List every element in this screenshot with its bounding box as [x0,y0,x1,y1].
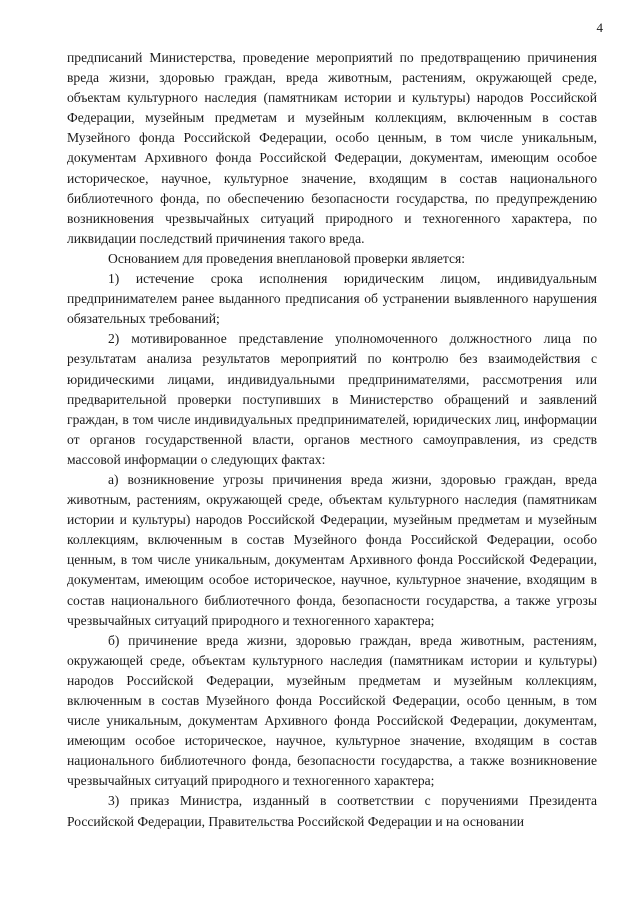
paragraph-item-2b: б) причинение вреда жизни, здоровью граждан, вреда животным, растениям, окружающей среде, объектам культурного наследия (памятникам истории и культуры) народов Российской Федерации, музейным предметам и музейным коллекциям, включенным в состав Музейного фонда Российской Федерации, особо ценным, в том числе уникальным, документам Архивного фонда Российской Федерации, документам, имеющим особое историческое, научное, культурное значение, входящим в состав национального библиотечного фонда, безопасности государства, а также возникновение чрезвычайных ситуаций природного и техногенного характера; [67,632,597,789]
document-body [67,48,597,832]
paragraph-item-2a: а) возникновение угрозы причинения вреда жизни, здоровью граждан, вреда животным, растениям, окружающей среде, объектам культурного наследия (памятникам истории и культуры) народов Российской Федерации, музейным предметам и музейным коллекциям, включенным в состав Музейного фонда Российской Федерации, особо ценным, в том числе уникальным, документам Архивного фонда Российской Федерации, документам, имеющим особое историческое, научное, культурное значение, входящим в состав национального библиотечного фонда, безопасности государства, а также угрозы чрезвычайных ситуаций природного и техногенного характера; [67,471,597,628]
page-number: 4 [596,20,603,35]
paragraph-item-1: 1) истечение срока исполнения юридическим лицом, индивидуальным предпринимателем ранее выданного предписания об устранении выявленного нарушения обязательных требований; [67,271,597,327]
paragraph-grounds-heading: Основанием для проведения внеплановой проверки является: [108,250,466,266]
paragraph-item-2: 2) мотивированное представление уполномоченного должностного лица по результатам анализа результатов мероприятий по контролю без взаимодействия с юридическими лицами, индивидуальными предпринимателями, рассмотрения или предварительной проверки поступивших в Министерство обращений и заявлений граждан, в том числе индивидуальных предпринимателей, юридических лиц, информации от органов государственной власти, органов местного самоуправления, из средств массовой информации о следующих фактах: [67,331,597,467]
paragraph-item-3: 3) приказ Министра, изданный в соответствии с поручениями Президента Российской Федерации, Правительства Российской Федерации и на основании [67,793,597,829]
paragraph-continuation: предписаний Министерства, проведение мероприятий по предотвращению причинения вреда жизни, здоровью граждан, вреда животным, растениям, окружающей среде, объектам культурного наследия (памятникам истории и культуры) народов Российской Федерации, музейным предметам и музейным коллекциям, включенным в состав Музейного фонда Российской Федерации, особо ценным, в том числе уникальным, документам Архивного фонда Российской Федерации, документам, имеющим особое историческое, научное, культурное значение, входящим в состав национального библиотечного фонда, по обеспечению безопасности государства, по предупреждению возникновения чрезвычайных ситуаций природного и техногенного характера, по ликвидации последствий причинения такого вреда. [67,50,597,246]
